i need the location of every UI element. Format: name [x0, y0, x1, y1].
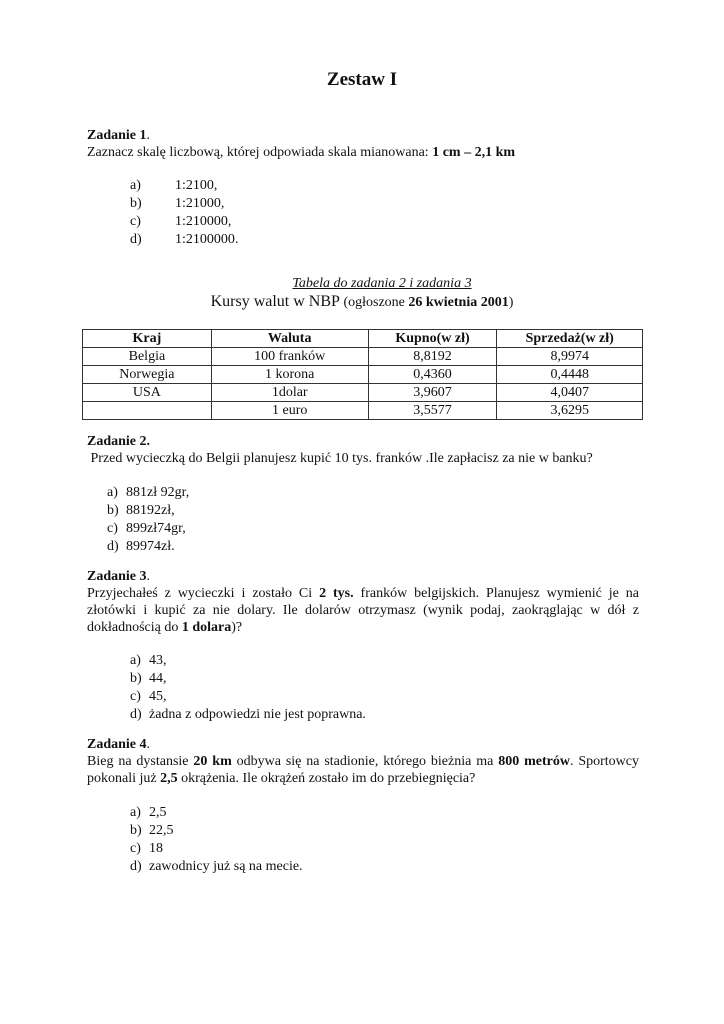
task3-options [130, 652, 630, 724]
table-row [83, 348, 643, 366]
option-label: b) [130, 671, 142, 686]
option-label: a) [130, 653, 141, 668]
option-label: c) [130, 214, 141, 229]
option-row[interactable] [130, 670, 630, 688]
option-text: 88192zł, [126, 503, 175, 518]
option-text: żadna z odpowiedzi nie jest poprawna. [149, 707, 366, 722]
task4-text [87, 753, 639, 787]
task3-block [87, 568, 639, 636]
option-row[interactable] [130, 706, 630, 724]
table-row [83, 366, 643, 384]
option-text: zawodnicy już są na mecie. [149, 859, 303, 874]
option-text: 89974zł. [126, 539, 175, 554]
option-row[interactable] [107, 520, 607, 538]
option-text: 1:210000, [175, 214, 232, 229]
table-cell: 4,0407 [497, 384, 643, 402]
task4-text-part: Bieg na dystansie [87, 754, 194, 769]
task4-heading-suffix: . [146, 737, 151, 752]
option-text: 1:21000, [175, 196, 225, 211]
table-cell: 0,4448 [497, 366, 643, 384]
table-title-note: ogłoszone [348, 295, 409, 310]
table-cell: Norwegia [83, 366, 212, 384]
header-kupno: Kupno(w zł) [368, 330, 497, 348]
task4-bold-track: 800 metrów [498, 754, 570, 769]
task3-bold-precision: 1 dolara [181, 620, 232, 635]
task4-text-part: odbywa się na stadionie, którego bieżnia ma [231, 754, 499, 769]
option-text: 1:2100, [175, 178, 218, 193]
table-title-paren-close: ) [508, 295, 514, 310]
table-title-date: 26 kwietnia 2001 [408, 295, 509, 310]
option-text: 899zł74gr, [126, 521, 186, 536]
option-row[interactable] [130, 652, 630, 670]
table-cell [83, 402, 212, 420]
option-row[interactable] [130, 177, 430, 195]
option-row[interactable] [107, 538, 607, 556]
task1-heading: Zadanie 1 [87, 128, 147, 143]
table-row [83, 402, 643, 420]
option-row[interactable] [107, 502, 607, 520]
task1-block [87, 127, 639, 161]
task2-text: Przed wycieczką do Belgii planujesz kupić 10 tys. franków .Ile zapłacisz za nie w banku? [87, 451, 593, 466]
table-cell: 3,5577 [368, 402, 497, 420]
task3-text-part: franków belgijskich. Planujesz wymienić je na złotówki i kupić za nie dolary. Ile dolarów otrzymasz (wynik podaj, zaokrąglając w dół z dokładnością do [87, 586, 639, 635]
task1-scale: 1 cm – 2,1 km [432, 145, 516, 160]
table-cell: 8,8192 [368, 348, 497, 366]
option-row[interactable] [130, 840, 630, 858]
table-cell: 3,9607 [368, 384, 497, 402]
task3-heading-suffix: . [146, 569, 151, 584]
option-label: d) [130, 859, 142, 874]
option-label: d) [130, 232, 142, 247]
task1-heading-suffix: . [146, 128, 151, 143]
page-title: Zestaw I [326, 69, 398, 90]
task3-text [87, 585, 639, 636]
table-cell: 100 franków [211, 348, 368, 366]
option-text: 881zł 92gr, [126, 485, 190, 500]
table-cell: 8,9974 [497, 348, 643, 366]
option-text: 44, [149, 671, 167, 686]
option-row[interactable] [107, 484, 607, 502]
task2-options [107, 484, 607, 556]
option-label: a) [130, 178, 141, 193]
option-label: c) [107, 521, 118, 536]
option-row[interactable] [130, 804, 630, 822]
task3-heading: Zadanie 3 [87, 569, 147, 584]
task2-block [87, 433, 639, 467]
option-text: 2,5 [149, 805, 167, 820]
table-cell: 3,6295 [497, 402, 643, 420]
option-row[interactable] [130, 822, 630, 840]
task1-options [130, 177, 430, 249]
header-waluta: Waluta [211, 330, 368, 348]
option-text: 43, [149, 653, 167, 668]
option-label: a) [107, 485, 118, 500]
option-row[interactable] [130, 688, 630, 706]
header-sprzedaz: Sprzedaż(w zł) [497, 330, 643, 348]
table-cell: 1dolar [211, 384, 368, 402]
option-row[interactable] [130, 195, 430, 213]
option-row[interactable] [130, 858, 630, 876]
option-text: 22,5 [149, 823, 174, 838]
table-cell: Belgia [83, 348, 212, 366]
task3-bold-amount: 2 tys. [319, 586, 354, 601]
option-label: c) [130, 841, 141, 856]
table-cell: 1 korona [211, 366, 368, 384]
table-title [0, 292, 724, 313]
rates-table [82, 329, 643, 420]
option-label: d) [107, 539, 119, 554]
option-text: 1:2100000. [175, 232, 239, 247]
table-caption: Tabela do zadania 2 i zadania 3 [292, 276, 472, 291]
table-cell: 0,4360 [368, 366, 497, 384]
table-title-main: Kursy walut w NBP [210, 293, 340, 310]
task4-options [130, 804, 630, 876]
table-cell: 1 euro [211, 402, 368, 420]
task4-bold-laps: 2,5 [160, 771, 178, 786]
option-label: d) [130, 707, 142, 722]
table-title-paren-open: ( [339, 295, 349, 310]
option-text: 45, [149, 689, 167, 704]
option-text: 18 [149, 841, 163, 856]
task4-heading: Zadanie 4 [87, 737, 147, 752]
task4-text-part: okrążenia. Ile okrążeń zostało im do przebiegnięcia? [177, 771, 476, 786]
option-label: b) [130, 823, 142, 838]
task2-heading: Zadanie 2. [87, 434, 151, 449]
table-header-row [83, 330, 643, 348]
task1-text: Zaznacz skalę liczbową, której odpowiada skala mianowana: [87, 145, 433, 160]
task3-text-part: )? [231, 620, 243, 635]
option-label: b) [130, 196, 142, 211]
task4-bold-distance: 20 km [193, 754, 232, 769]
task4-block [87, 736, 639, 787]
task3-text-part: Przyjechałeś z wycieczki i zostało Ci [87, 586, 320, 601]
table-cell: USA [83, 384, 212, 402]
option-label: c) [130, 689, 141, 704]
task4-text-part: . Sportowcy pokonali już [87, 754, 639, 786]
option-row[interactable] [130, 213, 430, 231]
option-label: b) [107, 503, 119, 518]
option-label: a) [130, 805, 141, 820]
header-kraj: Kraj [83, 330, 212, 348]
table-row [83, 384, 643, 402]
option-row[interactable] [130, 231, 430, 249]
